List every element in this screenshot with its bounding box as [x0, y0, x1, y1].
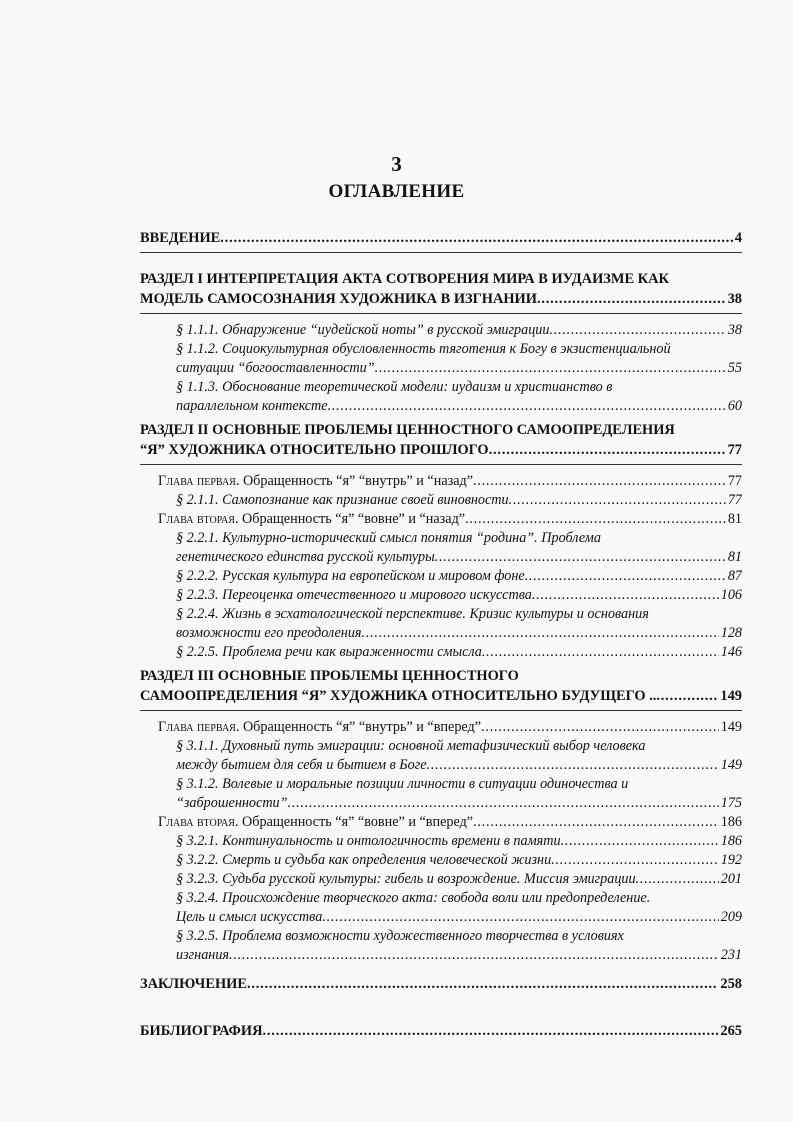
toc-subsection[interactable]: § 2.1.1. Самопознание как признание своей виновности . . . 77: [140, 491, 742, 510]
page-ref: 201: [720, 871, 742, 887]
leader-dots: [656, 686, 718, 706]
leader-dots: [489, 440, 726, 460]
leader-dots: [481, 718, 719, 737]
page-number: 3: [391, 152, 402, 176]
page-ref: 149: [720, 757, 742, 773]
toc-subsection[interactable]: § 3.2.4. Происхождение творческого акта: свобода воли или предопределение. Цель и смысл искусства . . . 209: [140, 889, 742, 927]
toc-subsection[interactable]: § 2.2.2. Русская культура на европейском и мировом фоне . . . 87: [140, 567, 742, 586]
page-ref: 149: [720, 688, 742, 704]
toc-chapter[interactable]: Глава первая. Обращенность “я” “внутрь” и “вперед” . . . 149: [140, 718, 742, 737]
page-ref: 77: [727, 442, 742, 458]
leader-dots: [482, 643, 719, 662]
toc-subsection[interactable]: § 3.2.2. Смерть и судьба как определения человеческой жизни . . . 192: [140, 851, 742, 870]
leader-dots: [220, 228, 733, 248]
leader-dots: [229, 946, 719, 965]
leader-dots: [288, 794, 719, 813]
page-ref: 258: [720, 976, 742, 992]
leader-dots: [636, 870, 719, 889]
leader-dots: [532, 586, 719, 605]
entry-label: БИБЛИОГРАФИЯ: [140, 1023, 263, 1039]
page-ref: 55: [727, 360, 742, 376]
toc-title: ОГЛАВЛЕНИЕ: [328, 181, 465, 202]
toc-section-1[interactable]: [140, 269, 742, 309]
toc-subsection[interactable]: § 2.2.3. Переоценка отечественного и мирового искусства . . . 106: [140, 586, 742, 605]
page-ref: 231: [720, 947, 742, 963]
leader-dots: [427, 756, 719, 775]
toc-subsection[interactable]: § 3.1.2. Волевые и моральные позиции личности в ситуации одиночества и “заброшенности” . . . 175: [140, 775, 742, 813]
toc-entry-bibliography[interactable]: [140, 1021, 742, 1041]
leader-dots: [435, 548, 726, 567]
leader-dots: [247, 974, 718, 994]
leader-dots: [473, 472, 726, 491]
toc-subsection[interactable]: § 1.1.2. Социокультурная обусловленность тяготения к Богу в экзистенциальной ситуации “богооставленности” . . . 55: [140, 340, 742, 378]
section-title-line: МОДЕЛЬ САМОСОЗНАНИЯ ХУДОЖНИКА В ИЗГНАНИИ: [140, 291, 537, 307]
leader-dots: [551, 851, 719, 870]
page-ref: 106: [720, 587, 742, 603]
page-ref: 81: [727, 511, 742, 527]
leader-dots: [525, 567, 726, 586]
toc-subsection[interactable]: § 2.2.4. Жизнь в эсхатологической перспективе. Кризис культуры и основания возможности его преодоления . . . 128: [140, 605, 742, 643]
toc-chapter[interactable]: Глава вторая. Обращенность “я” “вовне” и “назад” . . . 81: [140, 510, 742, 529]
divider: [140, 252, 742, 253]
toc-subsection[interactable]: § 3.2.3. Судьба русской культуры: гибель и возрождение. Миссия эмиграции . . . 201: [140, 870, 742, 889]
page-ref: 192: [720, 852, 742, 868]
section-title-line: “Я” ХУДОЖНИКА ОТНОСИТЕЛЬНО ПРОШЛОГО: [140, 442, 489, 458]
page-ref: 265: [720, 1023, 742, 1039]
toc-entry-introduction[interactable]: [140, 228, 742, 248]
divider: [140, 710, 742, 711]
leader-dots: [328, 397, 726, 416]
toc-subsection[interactable]: § 3.2.5. Проблема возможности художественного творчества в условиях изгнания . . . 231: [140, 927, 742, 965]
page-ref: 60: [727, 398, 742, 414]
toc-subsection[interactable]: § 1.1.1. Обнаружение “иудейской ноты” в русской эмиграции . . . 38: [140, 321, 742, 340]
toc-chapter[interactable]: Глава вторая. Обращенность “я” “вовне” и “вперед” . . . 186: [140, 813, 742, 832]
page-ref: 38: [727, 291, 742, 307]
page-ref: 186: [720, 833, 742, 849]
toc-section-3[interactable]: [140, 666, 742, 706]
section-title-line: РАЗДЕЛ III ОСНОВНЫЕ ПРОБЛЕМЫ ЦЕННОСТНОГО: [140, 668, 519, 684]
leader-dots: [465, 510, 726, 529]
toc-chapter[interactable]: Глава первая. Обращенность “я” “внутрь” и “назад” . . . 77: [140, 472, 742, 491]
entry-label: ВВЕДЕНИЕ: [140, 230, 221, 246]
leader-dots: [509, 491, 726, 510]
page-ref: 77: [727, 492, 742, 508]
page-ref: 81: [727, 549, 742, 565]
page-ref: 186: [720, 814, 742, 830]
entry-label: ЗАКЛЮЧЕНИЕ: [140, 976, 247, 992]
toc-subsection[interactable]: § 3.1.1. Духовный путь эмиграции: основной метафизический выбор человека между бытием для себя и бытием в Боге . . . 149: [140, 737, 742, 775]
toc-section-2[interactable]: [140, 420, 742, 460]
page-ref: 87: [727, 568, 742, 584]
divider: [140, 464, 742, 465]
section-title-line: РАЗДЕЛ I ИНТЕРПРЕТАЦИЯ АКТА СОТВОРЕНИЯ МИРА В ИУДАИЗМЕ КАК: [140, 271, 669, 287]
page-ref: 146: [720, 644, 742, 660]
toc-subsection[interactable]: § 2.2.5. Проблема речи как выраженности смысла . . . 146: [140, 643, 742, 662]
leader-dots: [537, 289, 726, 309]
toc-subsection[interactable]: § 2.2.1. Культурно-исторический смысл понятия “родина”. Проблема генетического единства русской культуры . . . 81: [140, 529, 742, 567]
page-ref: 38: [727, 322, 742, 338]
page-ref: 175: [720, 795, 742, 811]
leader-dots: [473, 813, 719, 832]
page-ref: 149: [720, 719, 742, 735]
divider: [140, 313, 742, 314]
section-title-line: РАЗДЕЛ II ОСНОВНЫЕ ПРОБЛЕМЫ ЦЕННОСТНОГО САМООПРЕДЕЛЕНИЯ: [140, 422, 675, 438]
page-ref: 128: [720, 625, 742, 641]
toc-subsection[interactable]: § 1.1.3. Обоснование теоретической модели: иудаизм и христианство в параллельном контексте . . . 60: [140, 378, 742, 416]
leader-dots: [362, 624, 719, 643]
section-title-line: САМООПРЕДЕЛЕНИЯ “Я” ХУДОЖНИКА ОТНОСИТЕЛЬНО БУДУЩЕГО ..: [140, 688, 657, 704]
leader-dots: [561, 832, 719, 851]
leader-dots: [322, 908, 718, 927]
leader-dots: [375, 359, 726, 378]
toc-subsection[interactable]: § 3.2.1. Континуальность и онтологичность времени в памяти . . . 186: [140, 832, 742, 851]
page-ref: 4: [734, 230, 742, 246]
leader-dots: [263, 1021, 719, 1041]
toc-entry-conclusion[interactable]: [140, 974, 742, 994]
page-ref: 77: [727, 473, 742, 489]
table-of-contents: [140, 228, 742, 1041]
page-ref: 209: [720, 909, 742, 925]
leader-dots: [550, 321, 726, 340]
